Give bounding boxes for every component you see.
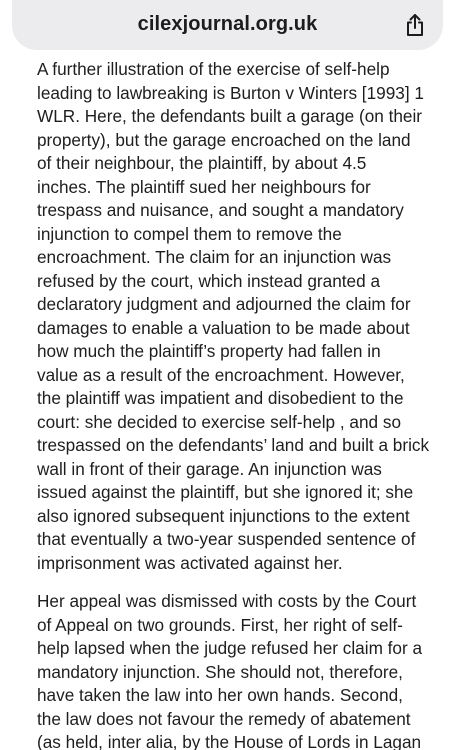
text-line: injunction to compel them to remove the: [37, 223, 342, 244]
paragraph-2: [37, 590, 437, 750]
text-line: leading to lawbreaking is Burton v Winters [1993] 1: [37, 82, 424, 103]
text-line: trespassed on the defendants’ land and built a brick: [37, 435, 430, 455]
text-line: damages to enable a valuation to be made about: [37, 317, 410, 338]
text-line: issued against the plaintiff, but she ignored it; she: [37, 482, 414, 502]
article-body: [37, 58, 437, 750]
text-line: inches. The plaintiff sued her neighbours for: [37, 176, 371, 197]
text-line: the plaintiff was impatient and disobedient to the: [37, 388, 404, 408]
text-line: encroachment. The claim for an injunction was: [37, 247, 392, 267]
text-line: property), but the garage encroached on the land: [37, 129, 411, 150]
text-line: also ignored subsequent injunctions to the extent: [37, 505, 410, 526]
text-line: help lapsed when the judge refused her claim for a: [37, 638, 423, 658]
text-line: that eventually a two-year suspended sentence of: [37, 529, 416, 549]
text-line: trespass and nuisance, and sought a mandatory: [37, 200, 404, 220]
text-line: mandatory injunction. She should not, therefore,: [37, 661, 403, 682]
text-line: value as a result of the encroachment. However,: [37, 364, 405, 385]
text-line: wall in front of their garage. An injunction was: [37, 458, 382, 479]
text-line: court: she decided to exercise self-help , and so: [37, 411, 402, 432]
share-icon[interactable]: [402, 12, 428, 38]
text-line: imprisonment was activated against her.: [37, 552, 343, 573]
address-bar[interactable]: [12, 0, 443, 50]
text-line: refused by the court, which instead granted a: [37, 270, 381, 291]
text-line: declaratory judgment and adjourned the claim for: [37, 294, 411, 314]
text-line: Her appeal was dismissed with costs by the Court: [37, 591, 417, 611]
text-line: of Appeal on two grounds. First, her right of self-: [37, 614, 403, 635]
paragraph-1: [37, 58, 437, 575]
text-line: the law does not favour the remedy of abatement: [37, 708, 411, 729]
text-line: WLR. Here, the defendants built a garage (on their: [37, 106, 423, 126]
url-text[interactable]: cilexjournal.org.uk: [137, 13, 318, 35]
text-line: A further illustration of the exercise of self-help: [37, 59, 390, 79]
text-line: have taken the law into her own hands. Second,: [37, 685, 403, 705]
text-line: of their neighbour, the plaintiff, by about 4.5: [37, 153, 367, 173]
text-line: (as held, inter alia, by the House of Lords in Lagan: [37, 732, 422, 750]
text-line: how much the plaintiff’s property had fallen in: [37, 341, 381, 361]
